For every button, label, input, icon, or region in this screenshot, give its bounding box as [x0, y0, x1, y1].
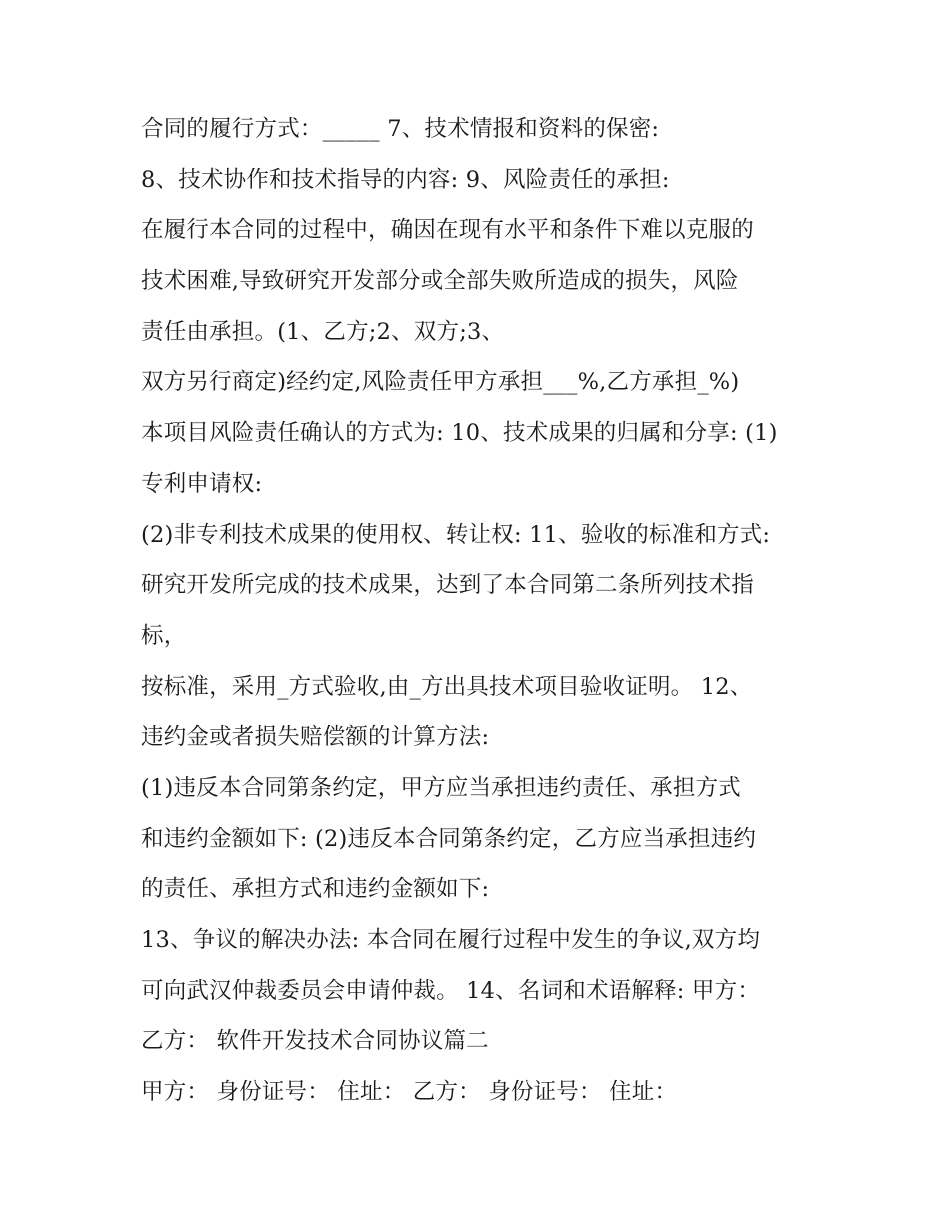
text-line: 标， — [141, 622, 187, 649]
text-line: 8、技术协作和技术指导的内容: 9、风险责任的承担: — [141, 166, 670, 193]
text-line: 在履行本合同的过程中，确因在现有水平和条件下难以克服的 — [141, 217, 754, 244]
text-line: 专利申请权: — [141, 470, 263, 497]
text-line: 和违约金额如下: (2)违反本合同第条约定，乙方应当承担违约 — [141, 825, 757, 852]
text-line: 研究开发所完成的技术成果，达到了本合同第二条所列技术指 — [141, 572, 754, 599]
text-line: (2)非专利技术成果的使用权、转让权: 11、验收的标准和方式: — [141, 521, 771, 548]
text-line: 责任由承担。(1、乙方;2、双方;3、 — [141, 318, 505, 345]
text-line: 乙方： 软件开发技术合同协议篇二 — [141, 1028, 489, 1055]
text-line: 合同的履行方式：_____ 7、技术情报和资料的保密: — [141, 116, 660, 142]
text-line: 本项目风险责任确认的方式为: 10、技术成果的归属和分享: (1) — [141, 420, 778, 447]
text-line: 13、争议的解决办法: 本合同在履行过程中发生的争议,双方均 — [141, 927, 761, 953]
text-line: 双方另行商定)经约定,风险责任甲方承担___%,乙方承担_%) — [141, 369, 740, 396]
text-line: 可向武汉仲裁委员会申请仲裁。 14、名词和术语解释: 甲方： — [141, 977, 761, 1004]
text-line: 甲方： 身份证号： 住址： 乙方： 身份证号： 住址： — [141, 1079, 678, 1106]
text-line: 技术困难,导致研究开发部分或全部失败所造成的损失，风险 — [141, 268, 739, 295]
text-line: 的责任、承担方式和违约金额如下: — [141, 876, 490, 903]
text-line: (1)违反本合同第条约定，甲方应当承担违约责任、承担方式 — [141, 774, 741, 801]
text-line: 按标准，采用_方式验收,由_方出具技术项目验收证明。 12、 — [141, 673, 753, 700]
text-line: 违约金或者损失赔偿额的计算方法: — [141, 724, 490, 751]
document-body — [141, 104, 821, 1118]
